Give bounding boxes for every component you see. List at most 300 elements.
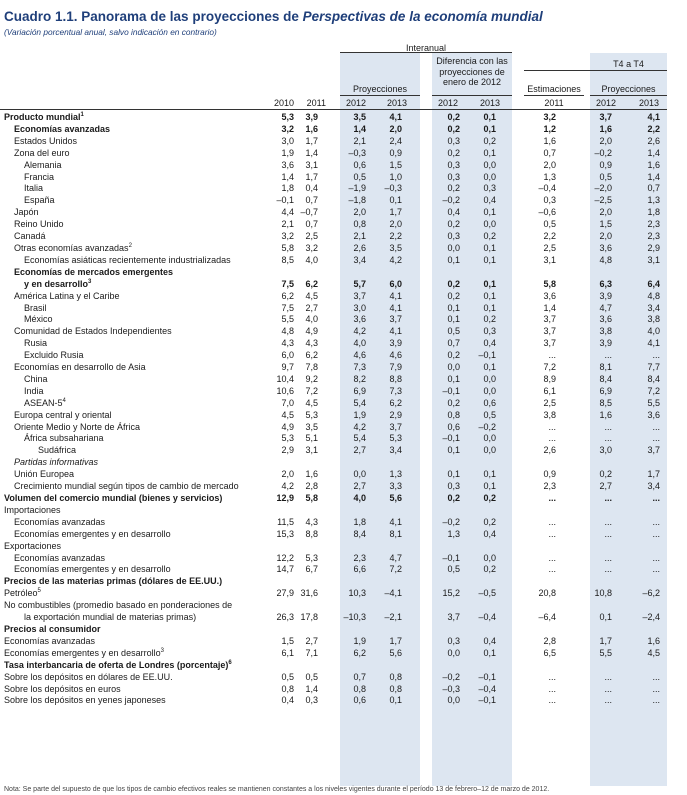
value-cell: 0,4 [483,195,496,206]
value-cell [366,624,408,636]
value-cell: 3,7 [543,314,556,325]
value-cell: 7,2 [389,564,402,575]
value-cell: 9,2 [305,373,318,384]
value-cell: 7,3 [353,362,366,373]
header-interanual: Interanual [405,43,447,53]
value-cell: 3,7 [389,421,402,432]
value-cell: 14,7 [276,564,294,575]
value-cell: 3,7 [389,314,402,325]
footnote-marker: 3 [160,647,164,654]
value-cell: ... [548,528,556,539]
value-cell [612,541,666,553]
value-cell: 0,2 [599,469,612,480]
value-cell: 6,2 [281,290,294,301]
value-cell [612,457,666,469]
value-cell: 9,7 [281,362,294,373]
value-cell: –0,1 [442,385,460,396]
value-cell: 6,2 [305,350,318,361]
value-cell [502,576,562,588]
value-cell: 4,3 [281,338,294,349]
value-cell: 2,3 [543,481,556,492]
table-row [4,207,666,219]
value-cell: 1,5 [389,159,402,170]
value-cell: 3,5 [305,421,318,432]
value-cell: ... [652,421,660,432]
value-cell: 1,7 [305,135,318,146]
value-cell: 1,3 [389,469,402,480]
table-row [4,433,666,445]
table-row [4,422,666,434]
value-cell: 8,8 [389,373,402,384]
value-cell: 4,3 [305,516,318,527]
value-cell [324,505,366,517]
value-cell: 0,2 [447,112,460,122]
value-cell [562,624,612,636]
table-row [4,493,666,505]
value-cell: 1,0 [389,171,402,182]
value-cell: 1,6 [305,123,318,134]
value-cell: 0,1 [483,302,496,313]
value-cell: 4,1 [647,338,660,349]
value-cell [502,541,562,553]
value-cell: 2,6 [543,445,556,456]
value-cell: 0,4 [483,635,496,646]
value-cell: 0,8 [281,683,294,694]
value-cell [612,624,666,636]
footnote-marker: 2 [128,242,132,249]
value-cell [502,505,562,517]
row-label: África subsahariana [24,433,104,444]
value-cell: 0,8 [447,409,460,420]
value-cell: –2,0 [594,183,612,194]
value-cell [408,660,460,672]
row-label: Economías avanzadas [4,635,96,646]
table-row [4,374,666,386]
value-cell: 0,1 [483,242,496,253]
value-cell: 1,4 [647,171,660,182]
value-cell: –0,3 [348,147,366,158]
year-header: 2013 [638,98,660,108]
row-label: Partidas informativas [14,457,99,468]
value-cell [366,576,408,588]
value-cell: 6,4 [647,278,660,289]
value-cell: ... [604,683,612,694]
value-cell: 2,2 [543,231,556,242]
value-cell [324,267,366,279]
value-cell [408,600,460,612]
value-cell: –1,8 [348,195,366,206]
value-cell: 0,4 [281,695,294,706]
value-cell: 3,8 [599,326,612,337]
value-cell: 3,6 [599,242,612,253]
value-cell: 6,9 [353,385,366,396]
value-cell [294,267,324,279]
value-cell: 5,3 [305,409,318,420]
value-cell: 3,7 [353,290,366,301]
value-cell [562,660,612,672]
value-cell: 4,2 [389,254,402,265]
value-cell: 4,2 [281,481,294,492]
value-cell [366,457,408,469]
value-cell: 3,0 [353,302,366,313]
footnote-marker: 1 [80,112,84,118]
value-cell: 4,0 [305,314,318,325]
value-cell: 12,9 [276,493,294,503]
value-cell: 31,6 [300,588,318,599]
value-cell: 3,6 [647,409,660,420]
value-cell: 2,2 [647,123,660,134]
value-cell [460,541,502,553]
value-cell: 0,1 [483,112,496,122]
value-cell: 6,9 [599,385,612,396]
value-cell: 6,0 [389,278,402,289]
table-row [4,255,666,267]
value-cell [562,267,612,279]
value-cell: 0,4 [483,338,496,349]
row-label: China [24,373,48,384]
table-row [4,314,666,326]
value-cell [562,600,612,612]
value-cell: 1,3 [447,528,460,539]
row-label: Economías asiáticas recientemente industrializadas [24,254,231,265]
value-cell: 0,1 [599,612,612,623]
value-cell: 4,1 [389,516,402,527]
value-cell: 1,6 [305,469,318,480]
value-cell: 0,3 [483,183,496,194]
year-header: 2012 [437,98,459,108]
value-cell: 0,2 [447,219,460,230]
row-label: Tasa interbancaria de oferta de Londres (porcentaje)$^6$ [4,659,232,670]
table-row [4,457,666,469]
value-cell: 1,8 [281,183,294,194]
value-cell: 7,5 [281,302,294,313]
value-cell: 4,5 [281,409,294,420]
value-cell: 6,3 [599,278,612,289]
table-row [4,564,666,576]
row-label: América Latina y el Caribe [14,290,120,301]
value-cell [562,505,612,517]
value-cell: 4,9 [281,421,294,432]
value-cell: 2,0 [599,135,612,146]
value-cell: 1,8 [353,516,366,527]
value-cell: 8,2 [353,373,366,384]
value-cell: –6,4 [538,612,556,623]
row-label: México [24,314,53,325]
table-row [4,612,666,624]
value-cell: 0,7 [305,219,318,230]
value-cell: 0,5 [483,409,496,420]
row-label: Unión Europea [14,469,75,480]
value-cell: 1,9 [281,147,294,158]
value-cell: 3,7 [543,338,556,349]
value-cell: 4,1 [647,112,660,122]
row-label: Brasil [24,302,47,313]
value-cell: ... [548,433,556,444]
value-cell: 0,0 [353,469,366,480]
row-label: Francia [24,171,55,182]
value-cell: 0,5 [281,671,294,682]
value-cell [324,660,366,672]
table-row [4,410,666,422]
value-cell: 5,6 [389,647,402,658]
table-title: Cuadro 1.1. Panorama de las proyecciones de Perspectivas de la economía mundial [4,9,543,24]
value-cell [264,457,294,469]
value-cell: 0,3 [305,695,318,706]
table-row [4,600,666,612]
value-cell: 0,7 [647,183,660,194]
value-cell: ... [604,516,612,527]
year-header: 2010 [273,98,294,108]
value-cell [294,541,324,553]
value-cell: 1,4 [305,683,318,694]
row-label: Exportaciones [4,540,62,551]
value-cell: 0,1 [483,290,496,301]
value-cell: 1,6 [647,635,660,646]
value-cell: –0,3 [442,683,460,694]
value-cell: ... [548,695,556,706]
value-cell [612,505,666,517]
value-cell [408,541,460,553]
value-cell: ... [652,683,660,694]
value-cell: ... [604,564,612,575]
header-rule-estimations [524,95,584,96]
value-cell: 1,9 [353,409,366,420]
value-cell [460,624,502,636]
value-cell: 8,5 [281,254,294,265]
value-cell: 3,6 [599,314,612,325]
value-cell: 2,9 [281,445,294,456]
value-cell: 7,7 [647,362,660,373]
value-cell [460,267,502,279]
value-cell: 8,5 [599,397,612,408]
table-row [4,386,666,398]
value-cell: 4,7 [389,552,402,563]
table-row [4,338,666,350]
value-cell: 3,1 [543,254,556,265]
value-cell [408,505,460,517]
value-cell: 5,6 [389,493,402,503]
value-cell: –0,1 [478,695,496,706]
value-cell [264,576,294,588]
table-row [4,148,666,160]
value-cell: 0,0 [447,647,460,658]
value-cell: 3,7 [543,326,556,337]
value-cell: 0,2 [447,290,460,301]
table-row [4,553,666,565]
value-cell [294,457,324,469]
projections-table [4,112,666,707]
value-cell: 4,9 [305,326,318,337]
value-cell: 6,6 [353,564,366,575]
value-cell: 0,5 [543,219,556,230]
value-cell: 0,2 [483,231,496,242]
value-cell [324,624,366,636]
table-row [4,469,666,481]
value-cell: 0,5 [599,171,612,182]
value-cell: ... [548,683,556,694]
value-cell: 3,2 [543,112,556,122]
value-cell [294,576,324,588]
value-cell [408,624,460,636]
value-cell [612,660,666,672]
table-subtitle: (Variación porcentual anual, salvo indicación en contrario) [4,27,217,37]
value-cell: –6,2 [642,588,660,599]
value-cell: 4,1 [389,326,402,337]
value-cell: 0,0 [483,219,496,230]
value-cell: –4,1 [384,588,402,599]
value-cell: 5,8 [305,493,318,503]
value-cell: 3,8 [543,409,556,420]
value-cell: 0,2 [483,135,496,146]
value-cell: 3,1 [305,159,318,170]
value-cell: ... [652,493,660,503]
value-cell: 10,3 [348,588,366,599]
table-row [4,398,666,410]
value-cell: –10,3 [343,612,366,623]
value-cell: 4,4 [281,207,294,218]
value-cell: 0,2 [447,350,460,361]
row-label: Italia [24,183,44,194]
table-row [4,695,666,707]
value-cell: 7,8 [305,362,318,373]
value-cell: 0,1 [483,207,496,218]
value-cell: 3,9 [305,112,318,122]
value-cell: 4,0 [647,326,660,337]
value-cell: 1,7 [389,207,402,218]
footnote-marker: 5 [37,588,41,595]
table-row [4,660,666,672]
value-cell: 0,1 [483,647,496,658]
value-cell: 0,2 [447,147,460,158]
value-cell: 2,1 [353,135,366,146]
value-cell: ... [548,421,556,432]
value-cell: 0,0 [447,362,460,373]
value-cell: 6,2 [389,397,402,408]
value-cell: ... [604,421,612,432]
value-cell: ... [652,433,660,444]
header-rule-q4-projections [590,95,667,96]
row-label: Economías emergentes y en desarrollo [14,564,171,575]
row-label: Otras economías avanzadas$^2$ [14,242,132,253]
year-header: 2013 [386,98,408,108]
table-row [4,243,666,255]
value-cell: 2,7 [599,481,612,492]
value-cell: 0,6 [447,421,460,432]
value-cell: 6,7 [305,564,318,575]
row-label: Sobre los depósitos en yenes japoneses [4,695,166,706]
value-cell: 3,0 [281,135,294,146]
value-cell: 2,9 [647,242,660,253]
row-label: Economías avanzadas [14,516,106,527]
value-cell: 7,2 [543,362,556,373]
value-cell: –0,2 [478,421,496,432]
row-label: Economías avanzadas [14,552,106,563]
row-label: Sudáfrica [38,445,77,456]
value-cell [294,505,324,517]
value-cell: 0,0 [447,695,460,706]
value-cell: 0,1 [483,254,496,265]
value-cell: 2,0 [353,207,366,218]
table-row [4,112,666,124]
row-label: Economías avanzadas [14,123,111,134]
value-cell: 4,0 [353,493,366,503]
value-cell [324,600,366,612]
value-cell: 2,6 [353,242,366,253]
value-cell: 0,1 [483,481,496,492]
value-cell: 3,4 [353,254,366,265]
value-cell: 2,7 [305,635,318,646]
value-cell: 0,0 [483,159,496,170]
value-cell: 3,9 [389,338,402,349]
value-cell: 0,0 [483,445,496,456]
value-cell: 1,5 [599,219,612,230]
value-cell: 0,2 [483,564,496,575]
value-cell: 1,6 [599,123,612,134]
footnote-marker: 3 [88,278,92,285]
row-label: Producto mundial$^1$ [4,112,84,122]
value-cell: 1,6 [543,135,556,146]
value-cell [294,660,324,672]
value-cell: –0,4 [538,183,556,194]
value-cell: 2,0 [389,219,402,230]
value-cell: 0,1 [483,278,496,289]
value-cell: 2,3 [647,231,660,242]
table-row [4,576,666,588]
value-cell: 1,4 [353,123,366,134]
value-cell: 15,2 [442,588,460,599]
header-rule-projections [340,95,420,96]
value-cell: 5,5 [647,397,660,408]
table-row [4,672,666,684]
value-cell: 6,2 [305,278,318,289]
header-rule-top-t4 [524,70,667,71]
value-cell: –2,4 [642,612,660,623]
value-cell: 0,8 [389,683,402,694]
value-cell: 3,8 [647,314,660,325]
header-estimations: Estimaciones [527,84,581,94]
value-cell: 2,9 [389,409,402,420]
header-q4: T4 a T4 [613,59,644,69]
value-cell: 0,1 [447,373,460,384]
value-cell: 0,7 [543,147,556,158]
value-cell: 4,0 [353,338,366,349]
value-cell: 2,7 [305,302,318,313]
value-cell: 2,4 [389,135,402,146]
value-cell: 3,7 [599,112,612,122]
value-cell: 0,9 [389,147,402,158]
value-cell: ... [548,350,556,361]
row-label: Rusia [24,338,48,349]
table-row [4,505,666,517]
year-header: 2013 [479,98,501,108]
value-cell: 0,1 [483,362,496,373]
value-cell: 5,8 [281,242,294,253]
value-cell: 2,8 [543,635,556,646]
value-cell: 4,5 [305,397,318,408]
value-cell: 1,3 [543,171,556,182]
value-cell: ... [604,528,612,539]
value-cell: –2,5 [594,195,612,206]
table-row [4,624,666,636]
value-cell: 2,7 [353,481,366,492]
value-cell: ... [652,671,660,682]
value-cell: 3,7 [447,612,460,623]
value-cell: ... [548,493,556,503]
value-cell [366,600,408,612]
value-cell: 7,2 [647,385,660,396]
value-cell: 4,5 [647,647,660,658]
value-cell [502,624,562,636]
